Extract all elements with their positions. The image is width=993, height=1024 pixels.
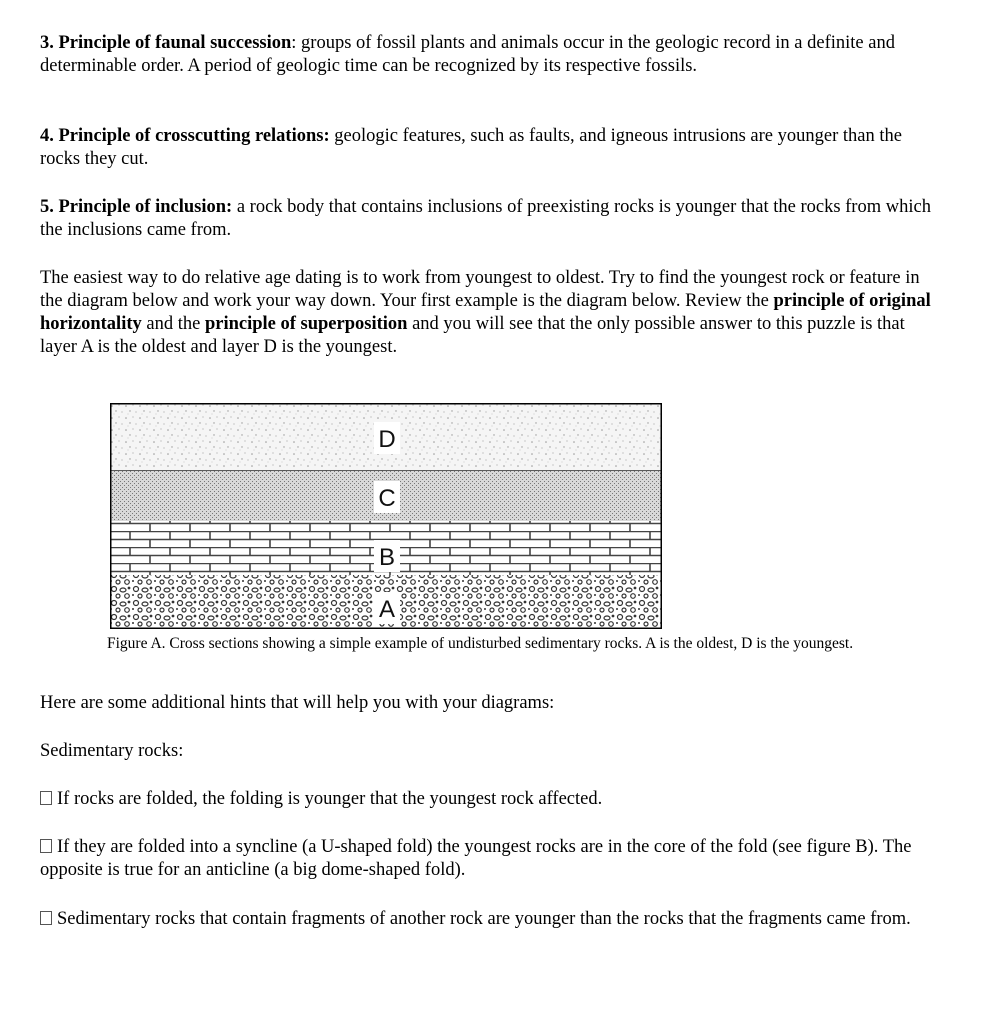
- paragraph-text: and you will see that the only possible answer to this puzzle is that layer A is the oldest and layer D is the youngest.: [40, 314, 905, 357]
- bullet-text: If rocks are folded, the folding is younger that the youngest rock affected.: [57, 789, 603, 809]
- layer-label-c: C: [378, 485, 396, 512]
- principle-text: geologic features, such as faults, and igneous intrusions are younger than the rocks they cut.: [40, 126, 902, 169]
- principle-text: a rock body that contains inclusions of preexisting rocks is younger that the rocks from which the inclusions came from.: [40, 197, 931, 240]
- figure-caption: Figure A. Cross sections showing a simple example of undisturbed sedimentary rocks. A is the oldest, D is the youngest.: [107, 635, 854, 652]
- term-superposition: principle of superposition: [204, 314, 408, 334]
- relative-dating-paragraph: [40, 267, 940, 359]
- paragraph-text: The easiest way to do relative age dating is to work from youngest to oldest. Try to find the youngest rock or feature in the diagram below and work your way down. Your first example is the diagram below. Review the: [40, 268, 920, 311]
- bullet-item: [40, 788, 602, 811]
- term-original-horizontality: principle of original horizontality: [40, 291, 931, 334]
- bullet-text: Sedimentary rocks that contain fragments of another rock are younger than the rocks that the fragments came from.: [57, 909, 911, 929]
- layer-label-d: D: [378, 426, 396, 453]
- layer-label-a: A: [378, 596, 396, 623]
- figure-a-cross-section: [110, 403, 662, 629]
- checkbox-glyph-icon: [40, 911, 52, 925]
- paragraph-text: and the: [141, 314, 205, 334]
- bullet-item: [40, 836, 940, 882]
- principle-faunal-succession: [40, 32, 970, 78]
- principle-crosscutting: [40, 125, 940, 171]
- checkbox-glyph-icon: [40, 839, 52, 853]
- principle-text: : groups of fossil plants and animals occur in the geologic record in a definite and determinable order. A period of geologic time can be recognized by its respective fossils.: [40, 33, 895, 76]
- checkbox-glyph-icon: [40, 791, 52, 805]
- bullet-text: If they are folded into a syncline (a U-shaped fold) the youngest rocks are in the core of the fold (see figure B). The opposite is true for an anticline (a big dome-shaped fold).: [40, 837, 912, 880]
- bullet-item: [40, 908, 940, 931]
- principle-inclusion: [40, 196, 940, 242]
- layer-label-b: B: [378, 544, 396, 571]
- principle-title: 4. Principle of crosscutting relations:: [40, 126, 330, 146]
- hints-intro: Here are some additional hints that will help you with your diagrams:: [40, 693, 555, 713]
- principle-title: 5. Principle of inclusion:: [40, 197, 233, 217]
- principle-title: 3. Principle of faunal succession: [40, 33, 292, 53]
- sedimentary-heading: Sedimentary rocks:: [40, 741, 184, 761]
